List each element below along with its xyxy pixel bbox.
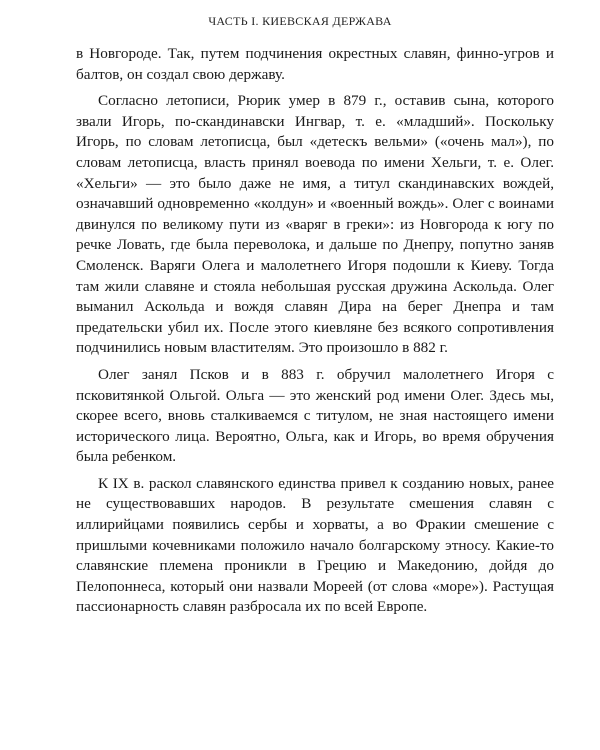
- paragraph-continuation: в Новгороде. Так, путем подчинения окрестных славян, финно-угров и балтов, он создал свою державу.: [76, 45, 554, 83]
- paragraph-slavic-split: К IX в. раскол славянского единства привел к созданию новых, ранее не существовавших народов. В результате смешения славян с иллирийцами появились сербы и хорваты, а во Фракии смешение с пришлыми кочевниками положило начало болгарскому этносу. Какие-то славянские племена проникли в Грецию и Македонию, дойдя до Пелопоннеса, который они назвали Мореей (от слова «море»). Растущая пассионарность славян разбросала их по всей Европе.: [76, 474, 554, 616]
- body-text: [76, 44, 554, 618]
- paragraph-rurik-death: Согласно летописи, Рюрик умер в 879 г., оставив сына, которого звали Игорь, по-скандинавски Ингвар, т. е. «младший». Поскольку Игорь, по словам летописца, был «детескъ вельми» («очень мал»), по словам летописца, власть принял воевода по имени Хельги, т. е. Олег. «Хельги» — это было даже не имя, а титул скандинавских вождей, означавший одновременно «колдун» и «военный вождь». Олег с воинами двинулся по великому пути из «варяг в греки»: из Новгорода к югу по речке Ловать, где была переволока, и дальше по Днепру, попутно заняв Смоленск. Варяги Олега и малолетнего Игоря подошли к Киеву. Тогда там жили славяне и стояла небольшая русская дружина Аскольда. Олег выманил Аскольда и вождя славян Дира на берег Днепра и там предательски убил их. После этого киевляне без всякого сопротивления подчинились новым властителям. Это произошло в 882 г.: [76, 92, 554, 357]
- running-head: ЧАСТЬ I. КИЕВСКАЯ ДЕРЖАВА: [208, 14, 392, 28]
- paragraph-oleg-pskov: Олег занял Псков и в 883 г. обручил малолетнего Игоря с псковитянкой Ольгой. Ольга — это женский род имени Олег. Здесь мы, скорее всего, вновь сталкиваемся с титулом, не зная настоящего имени исторического лица. Вероятно, Ольга, как и Игорь, во время обручения была ребенком.: [76, 365, 554, 466]
